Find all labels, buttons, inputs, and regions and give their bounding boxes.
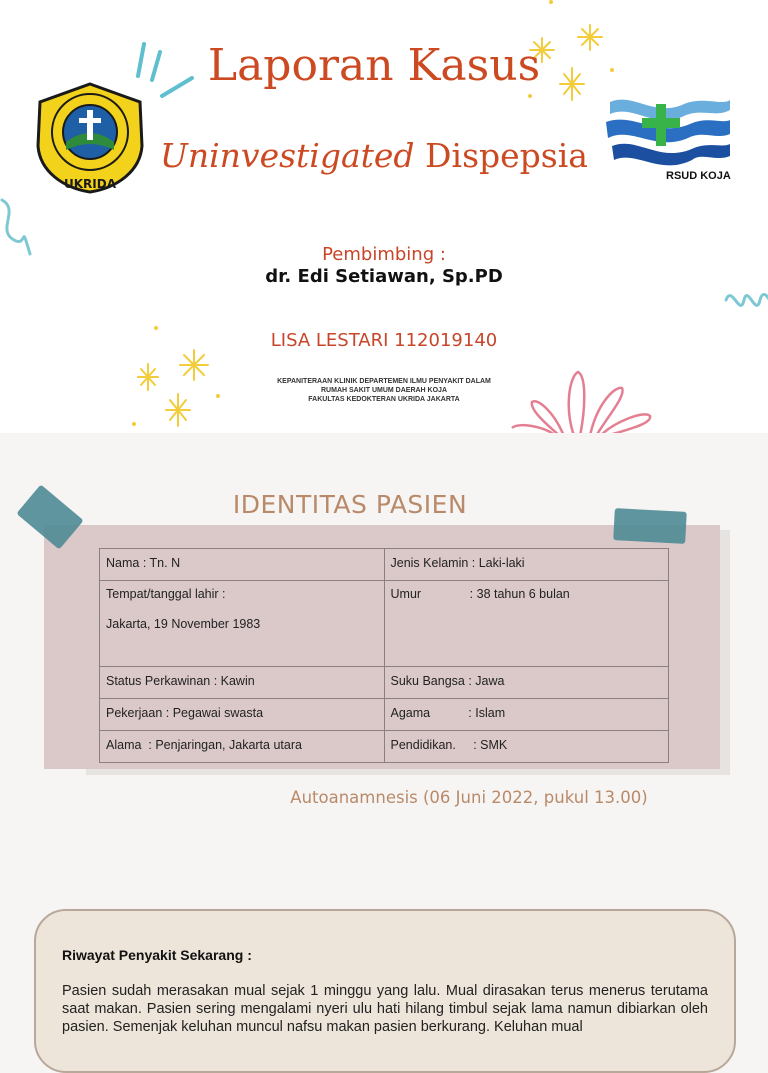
table-cell: Nama : Tn. N <box>100 549 385 581</box>
department-line: FAKULTAS KEDOKTERAN UKRIDA JAKARTA <box>308 396 460 403</box>
table-row <box>100 731 669 763</box>
birth-value: Jakarta, 19 November 1983 <box>106 617 261 631</box>
table-cell: Jenis Kelamin : Laki-laki <box>384 549 669 581</box>
squiggle-right-icon <box>722 282 768 322</box>
table-cell: Umur : 38 tahun 6 bulan <box>384 581 669 667</box>
student-name: LISA LESTARI 112019140 <box>270 330 498 351</box>
table-cell: Agama : Islam <box>384 699 669 731</box>
table-cell: Suku Bangsa : Jawa <box>384 667 669 699</box>
subtitle-rest: Dispepsia <box>414 136 588 175</box>
history-card <box>34 909 736 1073</box>
report-subtitle <box>0 136 748 175</box>
rsud-koja-logo-text: RSUD KOJA <box>666 170 731 182</box>
department-line: KEPANITERAAN KLINIK DEPARTEMEN ILMU PENYAKIT DALAM <box>277 378 491 385</box>
history-body: Pasien sudah merasakan mual sejak 1 minggu yang lalu. Mual dirasakan terus menerus terutama saat makan. Pasien sering mengalami nyeri ulu hati hilang timbul sejak lama namun dibiarkan oleh pasien. Semenjak keluhan muncul nafsu makan pasien berkurang. Keluhan mual <box>62 983 708 1035</box>
ukrida-logo-text: UKRIDA <box>64 177 116 191</box>
subtitle-italic: Uninvestigated <box>160 136 415 175</box>
identity-table <box>99 548 669 763</box>
table-row <box>100 667 669 699</box>
advisor-label: Pembimbing : <box>322 244 446 265</box>
history-title: Riwayat Penyakit Sekarang : <box>62 947 252 963</box>
advisor-name: dr. Edi Setiawan, Sp.PD <box>265 266 503 287</box>
table-row <box>100 581 669 667</box>
table-cell <box>100 581 385 667</box>
table-row <box>100 699 669 731</box>
table-cell: Alama : Penjaringan, Jakarta utara <box>100 731 385 763</box>
birth-label: Tempat/tanggal lahir : <box>106 587 226 601</box>
cover-slide <box>0 0 768 433</box>
tape-right-decoration <box>613 508 687 544</box>
table-row <box>100 549 669 581</box>
table-cell: Status Perkawinan : Kawin <box>100 667 385 699</box>
table-cell: Pendidikan. : SMK <box>384 731 669 763</box>
table-cell: Pekerjaan : Pegawai swasta <box>100 699 385 731</box>
report-title: Laporan Kasus <box>207 40 541 91</box>
department-line: RUMAH SAKIT UMUM DAERAH KOJA <box>321 387 447 394</box>
autoanamnesis-caption: Autoanamnesis (06 Juni 2022, pukul 13.00) <box>290 788 648 807</box>
identity-title: IDENTITAS PASIEN <box>232 490 468 519</box>
department-block <box>0 377 768 404</box>
